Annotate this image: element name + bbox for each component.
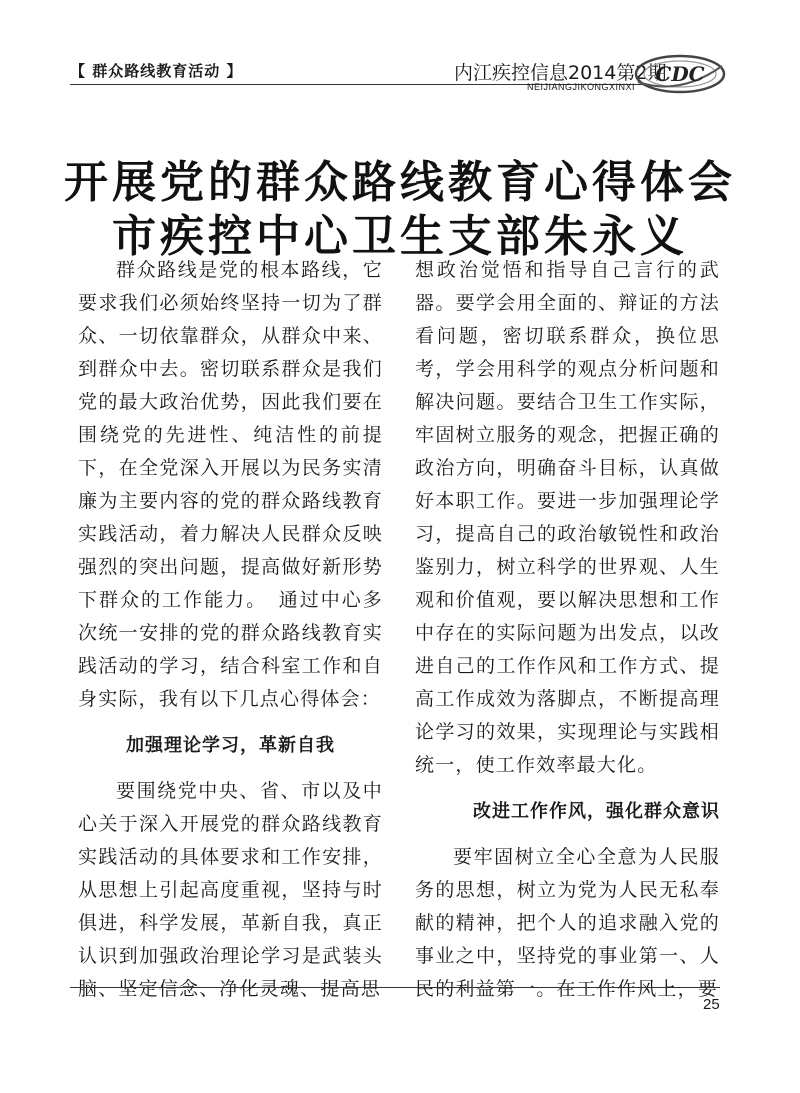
footer-divider <box>70 987 720 988</box>
cdc-logo-icon <box>632 52 728 96</box>
section-heading-theory: 加强理论学习，革新自我 <box>126 735 335 756</box>
section-label: 【 群众路线教育活动 】 <box>70 62 243 80</box>
right-column <box>415 254 720 1006</box>
theory-paragraph: 要围绕党中央、省、市以及中心关于深入开展党的群众路线教育实践活动的具体要求和工作安排，从思想上引起高度重视，坚持与时俱进，科学发展，革新自我，真正认识到加强政治理论学习是武装头脑、坚定信念、净化灵魂、提高思 <box>78 780 383 1000</box>
publication-subtitle: NEIJIANGJIKONGXINXI <box>527 82 636 92</box>
page-number: 25 <box>703 996 720 1013</box>
article-title: 开展党的群众路线教育心得体会 <box>64 157 736 208</box>
section-heading-style: 改进工作作风，强化群众意识 <box>473 801 720 822</box>
publication-title: 内江疾控信息2014第2期 <box>454 62 667 84</box>
intro-paragraph: 群众路线是党的根本路线，它要求我们必须始终坚持一切为了群众、一切依靠群众，从群众中来、到群众中去。密切联系群众是我们党的最大政治优势，因此我们要在围绕党的先进性、纯洁性的前提下，在全党深入开展以为民务实清廉为主要内容的党的群众路线教育实践活动，着力解决人民群众反映强烈的突出问题，提高做好新形势下群众的工作能力。 通过中心多次统一安排的党的群众路线教育实践活动的学习，结合科室工作和自身实际，我有以下几点心得体会： <box>78 259 383 710</box>
theory-paragraph-continued: 想政治觉悟和指导自己言行的武器。要学会用全面的、辩证的方法看问题，密切联系群众，换位思考，学会用科学的观点分析问题和解决问题。要结合卫生工作实际，牢固树立服务的观念，把握正确的政治方向，明确奋斗目标，认真做好本职工作。要进一步加强理论学习，提高自己的政治敏锐性和政治鉴别力，树立科学的世界观、人生观和价值观，要以解决思想和工作中存在的实际问题为出发点，以改进自己的工作作风和工作方式、提高工作成效为落脚点，不断提高理论学习的效果，实现理论与实践相统一，使工作效率最大化。 <box>415 259 720 776</box>
logo-text: CDC <box>655 62 705 86</box>
style-paragraph: 要牢固树立全心全意为人民服务的思想，树立为党为人民无私奉献的精神，把个人的追求融入党的事业之中，坚持党的事业第一、人民的利益第一。在工作作风上，要 <box>415 846 720 1000</box>
left-column <box>78 254 383 1006</box>
article-author: 市疾控中心卫生支部朱永义 <box>112 211 688 262</box>
